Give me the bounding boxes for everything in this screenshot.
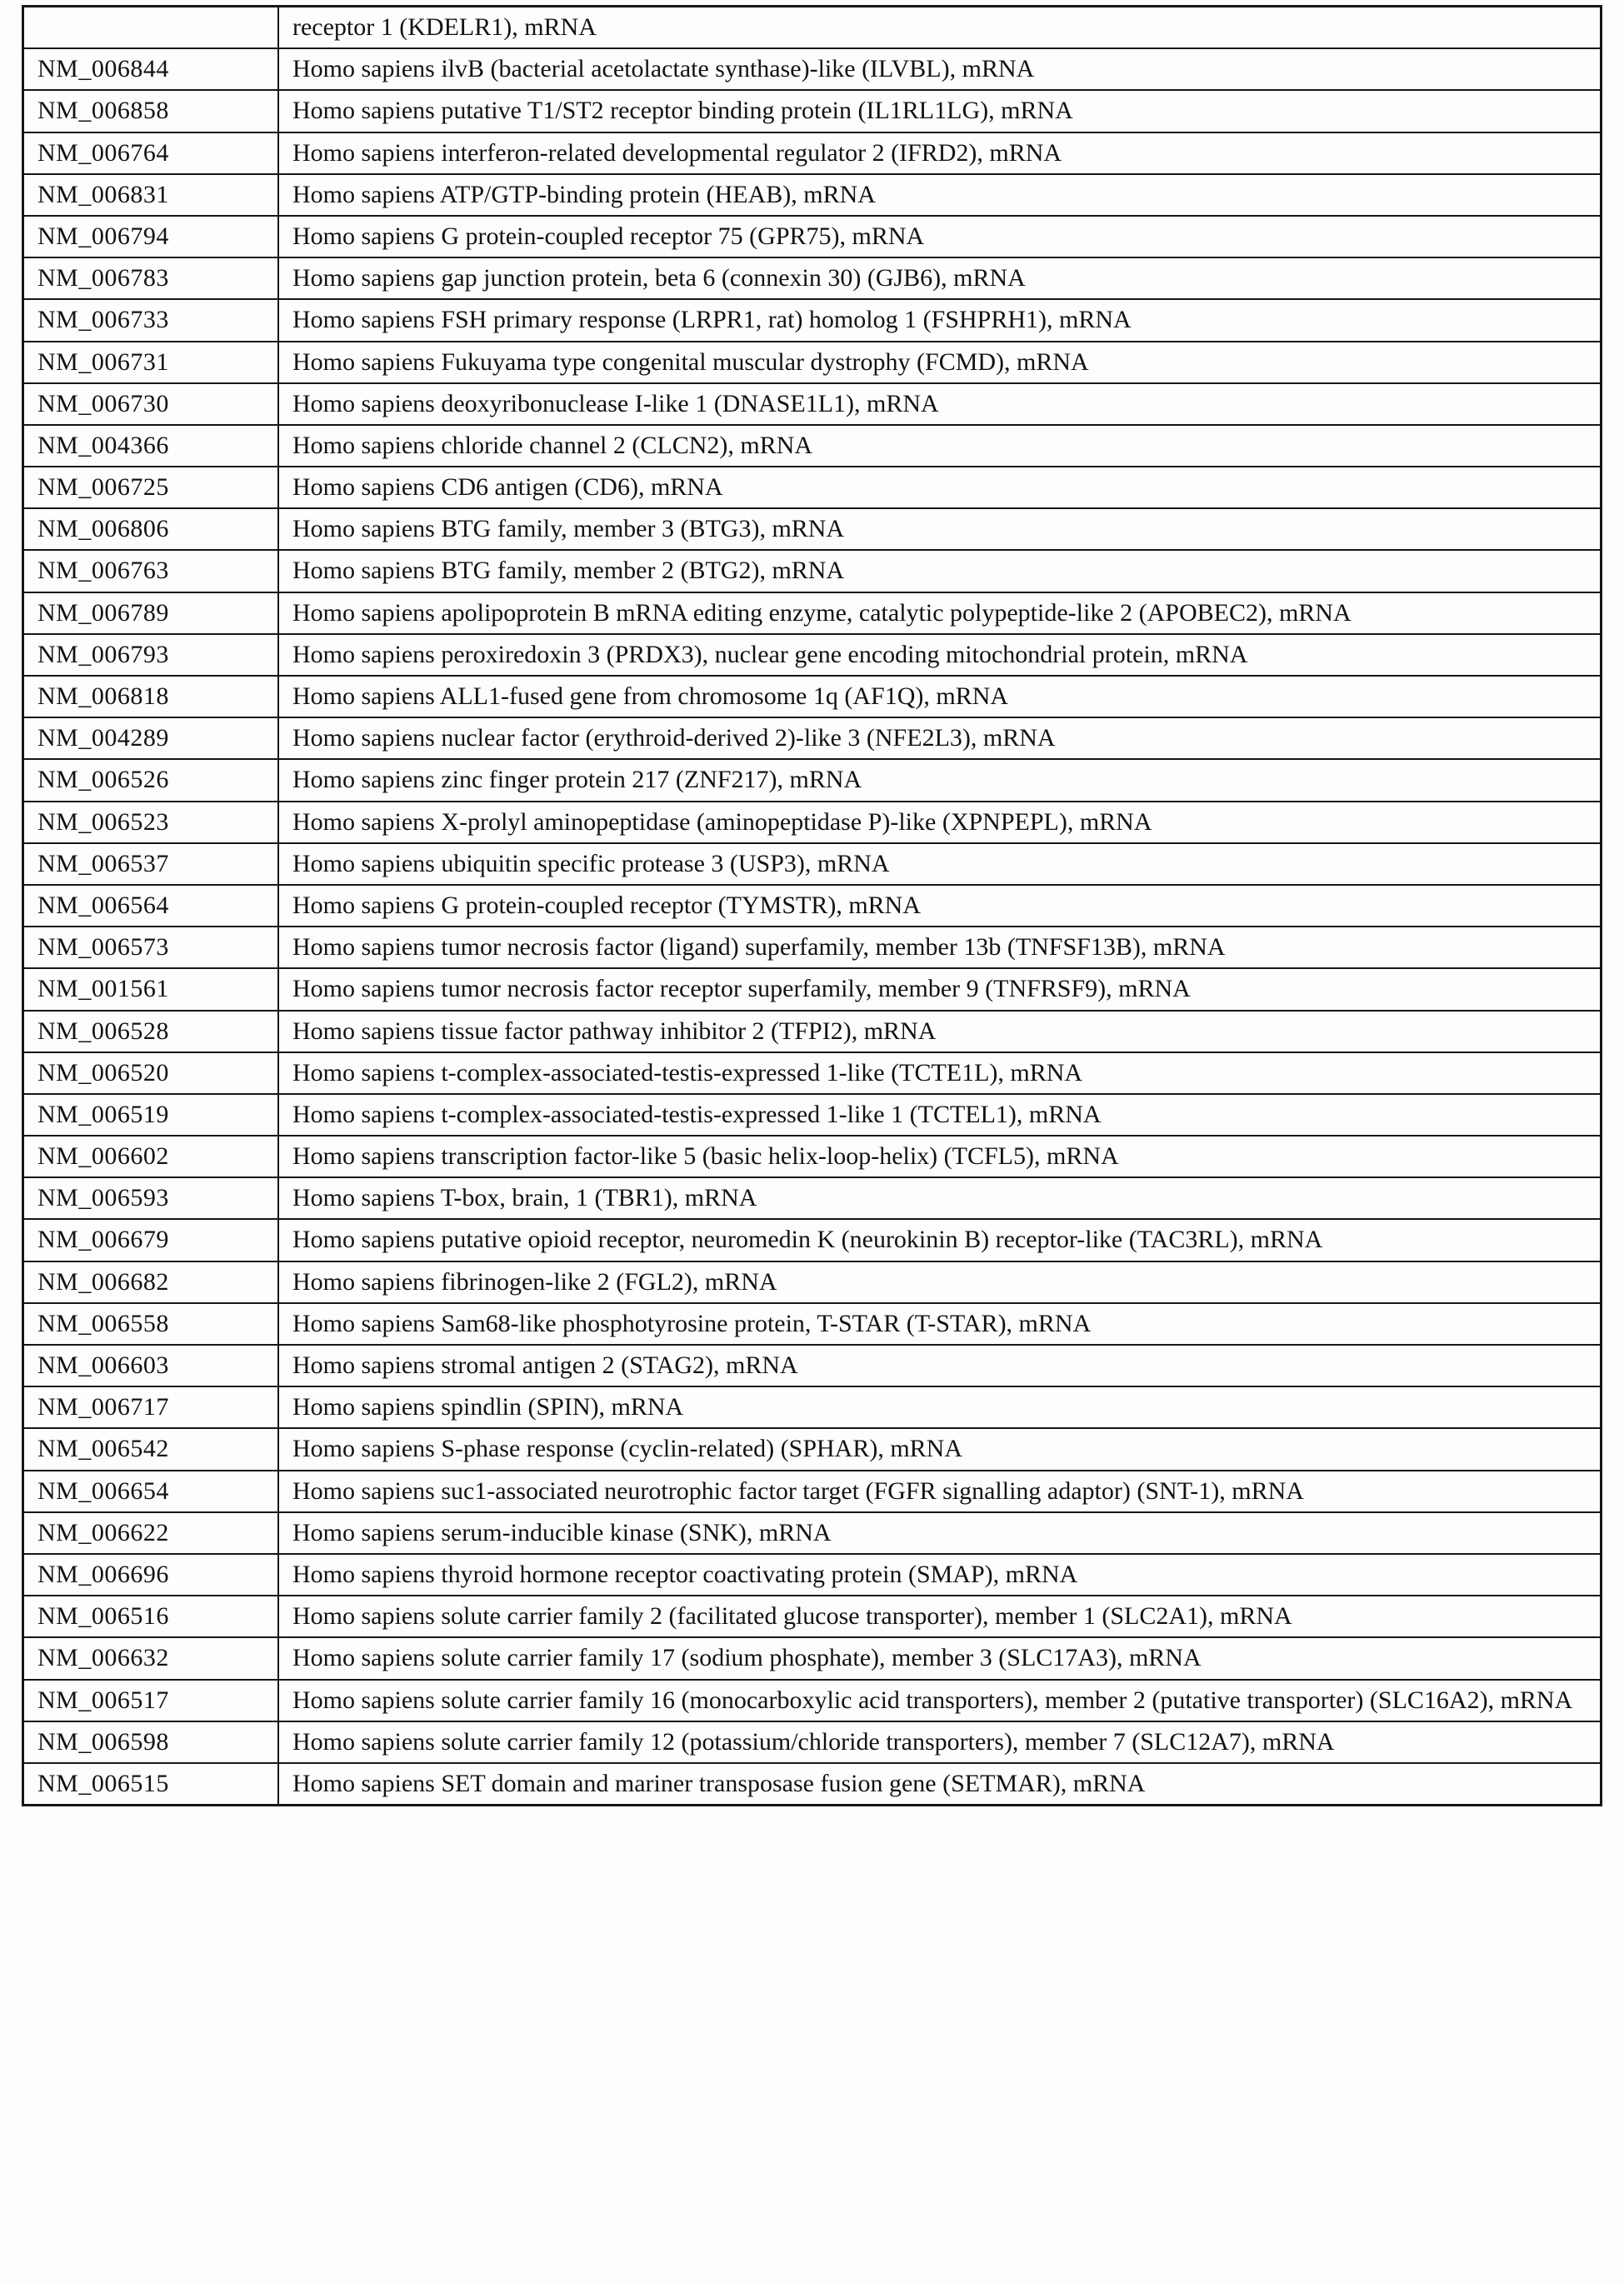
table-row xyxy=(23,1428,1602,1470)
description-cell: Homo sapiens T-box, brain, 1 (TBR1), mRNA xyxy=(278,1177,1602,1219)
description-cell: Homo sapiens CD6 antigen (CD6), mRNA xyxy=(278,467,1602,508)
accession-cell: NM_006733 xyxy=(23,299,279,341)
table-row xyxy=(23,592,1602,634)
accession-cell: NM_006783 xyxy=(23,257,279,299)
description-cell: Homo sapiens tumor necrosis factor receptor superfamily, member 9 (TNFRSF9), mRNA xyxy=(278,968,1602,1010)
table-body xyxy=(23,7,1602,1806)
table-row xyxy=(23,216,1602,257)
description-cell: Homo sapiens SET domain and mariner transposase fusion gene (SETMAR), mRNA xyxy=(278,1763,1602,1806)
table-row xyxy=(23,90,1602,132)
accession-cell: NM_006731 xyxy=(23,342,279,383)
table-row xyxy=(23,676,1602,717)
accession-cell: NM_006593 xyxy=(23,1177,279,1219)
table-row xyxy=(23,1721,1602,1763)
table-row xyxy=(23,717,1602,759)
description-cell: Homo sapiens ALL1-fused gene from chromosome 1q (AF1Q), mRNA xyxy=(278,676,1602,717)
accession-cell: NM_006622 xyxy=(23,1512,279,1554)
table-row xyxy=(23,1637,1602,1679)
description-cell: Homo sapiens gap junction protein, beta 6 (connexin 30) (GJB6), mRNA xyxy=(278,257,1602,299)
accession-cell: NM_006717 xyxy=(23,1386,279,1428)
accession-cell: NM_006679 xyxy=(23,1219,279,1261)
accession-cell: NM_006789 xyxy=(23,592,279,634)
description-cell: Homo sapiens deoxyribonuclease I-like 1 (DNASE1L1), mRNA xyxy=(278,383,1602,425)
description-cell: Homo sapiens suc1-associated neurotrophic factor target (FGFR signalling adaptor) (SNT-1), mRNA xyxy=(278,1471,1602,1512)
table-row xyxy=(23,467,1602,508)
description-cell: Homo sapiens chloride channel 2 (CLCN2), mRNA xyxy=(278,425,1602,467)
table-row xyxy=(23,1011,1602,1052)
accession-cell: NM_006515 xyxy=(23,1763,279,1806)
table-row xyxy=(23,1303,1602,1345)
accession-cell: NM_006632 xyxy=(23,1637,279,1679)
table-row xyxy=(23,48,1602,90)
table-row xyxy=(23,342,1602,383)
accession-cell: NM_006523 xyxy=(23,802,279,843)
description-cell: Homo sapiens solute carrier family 2 (facilitated glucose transporter), member 1 (SLC2A1), mRNA xyxy=(278,1596,1602,1637)
accession-cell: NM_006831 xyxy=(23,174,279,216)
description-cell: Homo sapiens putative T1/ST2 receptor binding protein (IL1RL1LG), mRNA xyxy=(278,90,1602,132)
accession-cell: NM_006520 xyxy=(23,1052,279,1094)
table-row xyxy=(23,1094,1602,1136)
table-row xyxy=(23,1680,1602,1721)
description-cell: Homo sapiens putative opioid receptor, neuromedin K (neurokinin B) receptor-like (TAC3RL), mRNA xyxy=(278,1219,1602,1261)
description-cell: Homo sapiens Fukuyama type congenital muscular dystrophy (FCMD), mRNA xyxy=(278,342,1602,383)
description-cell: Homo sapiens tissue factor pathway inhibitor 2 (TFPI2), mRNA xyxy=(278,1011,1602,1052)
table-row xyxy=(23,383,1602,425)
description-cell: Homo sapiens nuclear factor (erythroid-derived 2)-like 3 (NFE2L3), mRNA xyxy=(278,717,1602,759)
description-cell: Homo sapiens ATP/GTP-binding protein (HEAB), mRNA xyxy=(278,174,1602,216)
accession-cell: NM_006844 xyxy=(23,48,279,90)
description-cell: Homo sapiens stromal antigen 2 (STAG2), mRNA xyxy=(278,1345,1602,1386)
description-cell: Homo sapiens solute carrier family 17 (sodium phosphate), member 3 (SLC17A3), mRNA xyxy=(278,1637,1602,1679)
description-cell: Homo sapiens peroxiredoxin 3 (PRDX3), nuclear gene encoding mitochondrial protein, mRNA xyxy=(278,634,1602,676)
accession-cell: NM_006793 xyxy=(23,634,279,676)
table-row xyxy=(23,132,1602,174)
accession-cell: NM_006526 xyxy=(23,759,279,801)
description-cell: Homo sapiens fibrinogen-like 2 (FGL2), mRNA xyxy=(278,1261,1602,1303)
accession-cell: NM_006764 xyxy=(23,132,279,174)
table-row xyxy=(23,1052,1602,1094)
description-cell: Homo sapiens zinc finger protein 217 (ZNF217), mRNA xyxy=(278,759,1602,801)
accession-cell: NM_006528 xyxy=(23,1011,279,1052)
accession-cell: NM_006516 xyxy=(23,1596,279,1637)
accession-cell: NM_006654 xyxy=(23,1471,279,1512)
accession-cell: NM_006725 xyxy=(23,467,279,508)
accession-cell: NM_006794 xyxy=(23,216,279,257)
table-row xyxy=(23,802,1602,843)
accession-cell: NM_006598 xyxy=(23,1721,279,1763)
accession-cell: NM_006558 xyxy=(23,1303,279,1345)
accession-cell: NM_006602 xyxy=(23,1136,279,1177)
description-cell: Homo sapiens interferon-related developmental regulator 2 (IFRD2), mRNA xyxy=(278,132,1602,174)
accession-cell: NM_006603 xyxy=(23,1345,279,1386)
description-cell: Homo sapiens t-complex-associated-testis-expressed 1-like (TCTE1L), mRNA xyxy=(278,1052,1602,1094)
description-cell: Homo sapiens solute carrier family 12 (potassium/chloride transporters), member 7 (SLC12A7), mRNA xyxy=(278,1721,1602,1763)
description-cell: Homo sapiens t-complex-associated-testis-expressed 1-like 1 (TCTEL1), mRNA xyxy=(278,1094,1602,1136)
description-cell: Homo sapiens tumor necrosis factor (ligand) superfamily, member 13b (TNFSF13B), mRNA xyxy=(278,927,1602,968)
description-cell: Homo sapiens G protein-coupled receptor (TYMSTR), mRNA xyxy=(278,885,1602,927)
accession-cell: NM_006564 xyxy=(23,885,279,927)
table-row xyxy=(23,1763,1602,1806)
accession-cell: NM_006517 xyxy=(23,1680,279,1721)
description-cell: Homo sapiens X-prolyl aminopeptidase (aminopeptidase P)-like (XPNPEPL), mRNA xyxy=(278,802,1602,843)
accession-cell: NM_004289 xyxy=(23,717,279,759)
accession-cell: NM_006763 xyxy=(23,550,279,592)
table-row xyxy=(23,1471,1602,1512)
table-row xyxy=(23,1177,1602,1219)
accession-cell: NM_006730 xyxy=(23,383,279,425)
accession-cell: NM_006806 xyxy=(23,508,279,550)
accession-cell: NM_004366 xyxy=(23,425,279,467)
table-row xyxy=(23,1261,1602,1303)
table-row xyxy=(23,968,1602,1010)
table-row xyxy=(23,885,1602,927)
accession-cell: NM_006542 xyxy=(23,1428,279,1470)
table-row xyxy=(23,1386,1602,1428)
accession-cell: NM_001561 xyxy=(23,968,279,1010)
description-cell: Homo sapiens BTG family, member 3 (BTG3), mRNA xyxy=(278,508,1602,550)
accession-cell xyxy=(23,7,279,49)
table-row xyxy=(23,1136,1602,1177)
table-row xyxy=(23,299,1602,341)
description-cell: Homo sapiens spindlin (SPIN), mRNA xyxy=(278,1386,1602,1428)
table-row xyxy=(23,1554,1602,1596)
table-row xyxy=(23,1345,1602,1386)
table-row xyxy=(23,508,1602,550)
description-cell: Homo sapiens Sam68-like phosphotyrosine protein, T-STAR (T-STAR), mRNA xyxy=(278,1303,1602,1345)
table-row xyxy=(23,843,1602,885)
table-row xyxy=(23,7,1602,49)
accession-cell: NM_006858 xyxy=(23,90,279,132)
description-cell: Homo sapiens FSH primary response (LRPR1, rat) homolog 1 (FSHPRH1), mRNA xyxy=(278,299,1602,341)
description-cell: Homo sapiens BTG family, member 2 (BTG2), mRNA xyxy=(278,550,1602,592)
table-row xyxy=(23,759,1602,801)
accession-cell: NM_006519 xyxy=(23,1094,279,1136)
description-cell: Homo sapiens apolipoprotein B mRNA editing enzyme, catalytic polypeptide-like 2 (APOBEC2), mRNA xyxy=(278,592,1602,634)
table-row xyxy=(23,1596,1602,1637)
table-row xyxy=(23,634,1602,676)
description-cell: Homo sapiens thyroid hormone receptor coactivating protein (SMAP), mRNA xyxy=(278,1554,1602,1596)
description-cell: Homo sapiens G protein-coupled receptor 75 (GPR75), mRNA xyxy=(278,216,1602,257)
table-row xyxy=(23,257,1602,299)
gene-accession-table xyxy=(22,5,1602,1806)
table-row xyxy=(23,174,1602,216)
description-cell: Homo sapiens ubiquitin specific protease 3 (USP3), mRNA xyxy=(278,843,1602,885)
accession-cell: NM_006537 xyxy=(23,843,279,885)
description-cell: Homo sapiens solute carrier family 16 (monocarboxylic acid transporters), member 2 (putative transporter) (SLC16A2), mRNA xyxy=(278,1680,1602,1721)
table-row xyxy=(23,425,1602,467)
table-row xyxy=(23,1512,1602,1554)
table-row xyxy=(23,1219,1602,1261)
accession-cell: NM_006696 xyxy=(23,1554,279,1596)
accession-cell: NM_006573 xyxy=(23,927,279,968)
table-row xyxy=(23,927,1602,968)
table-row xyxy=(23,550,1602,592)
description-cell: Homo sapiens transcription factor-like 5 (basic helix-loop-helix) (TCFL5), mRNA xyxy=(278,1136,1602,1177)
description-cell: Homo sapiens ilvB (bacterial acetolactate synthase)-like (ILVBL), mRNA xyxy=(278,48,1602,90)
description-cell: Homo sapiens serum-inducible kinase (SNK), mRNA xyxy=(278,1512,1602,1554)
description-cell: Homo sapiens S-phase response (cyclin-related) (SPHAR), mRNA xyxy=(278,1428,1602,1470)
description-cell: receptor 1 (KDELR1), mRNA xyxy=(278,7,1602,49)
accession-cell: NM_006682 xyxy=(23,1261,279,1303)
accession-cell: NM_006818 xyxy=(23,676,279,717)
